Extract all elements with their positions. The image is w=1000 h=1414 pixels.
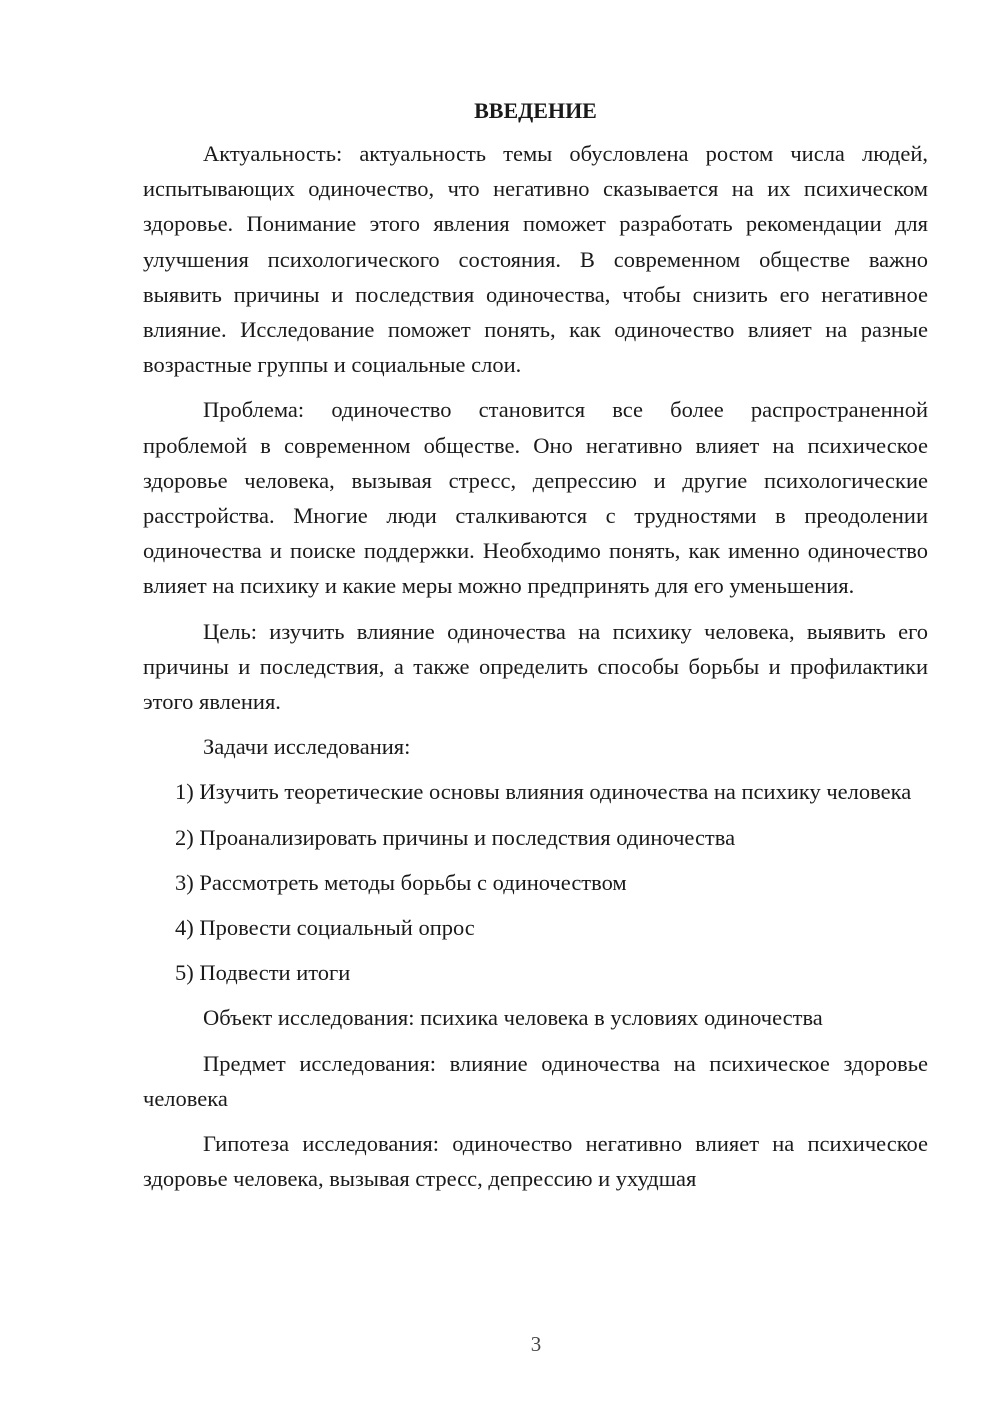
page-title: ВВЕДЕНИЕ [474, 98, 597, 123]
paragraph-hypothesis: Гипотеза исследования: одиночество негативно влияет на психическое здоровье человека, вызывая стресс, депрессию и ухудшая [143, 1131, 928, 1192]
task-item: 5) Подвести итоги [175, 960, 351, 986]
paragraph-problem: Проблема: одиночество становится все более распространенной проблемой в современном обществе. Оно негативно влияет на психическое здоровье человека, вызывая стресс, депрессию и другие психологические расстройства. Многие люди сталкиваются с трудностями в преодолении одиночества и поиске поддержки. Необходимо понять, как именно одиночество влияет на психику и какие меры можно предпринять для его уменьшения. [143, 397, 928, 599]
page-number: 3 [530, 1332, 542, 1356]
task-item: 3) Рассмотреть методы борьбы с одиночеством [175, 869, 627, 895]
paragraph-tasks-heading: Задачи исследования: [203, 734, 411, 760]
paragraph-goal: Цель: изучить влияние одиночества на психику человека, выявить его причины и последствия, а также определить способы борьбы и профилактики этого явления. [143, 618, 928, 715]
task-item: 1) Изучить теоретические основы влияния одиночества на психику человека [175, 779, 912, 805]
document-page [143, 96, 928, 1206]
task-item: 2) Проанализировать причины и последствия одиночества [175, 824, 736, 850]
paragraph-object: Объект исследования: психика человека в условиях одиночества [203, 1005, 823, 1031]
paragraph-subject: Предмет исследования: влияние одиночества на психическое здоровье человека [143, 1050, 928, 1111]
task-item: 4) Провести социальный опрос [175, 915, 475, 941]
paragraph-relevance: Актуальность: актуальность темы обусловлена ростом числа людей, испытывающих одиночество, что негативно сказывается на их психическом здоровье. Понимание этого явления поможет разработать рекомендации для улучшения психологического состояния. В современном обществе важно выявить причины и последствия одиночества, чтобы снизить его негативное влияние. Исследование поможет понять, как одиночество влияет на разные возрастные группы и социальные слои. [143, 141, 928, 378]
